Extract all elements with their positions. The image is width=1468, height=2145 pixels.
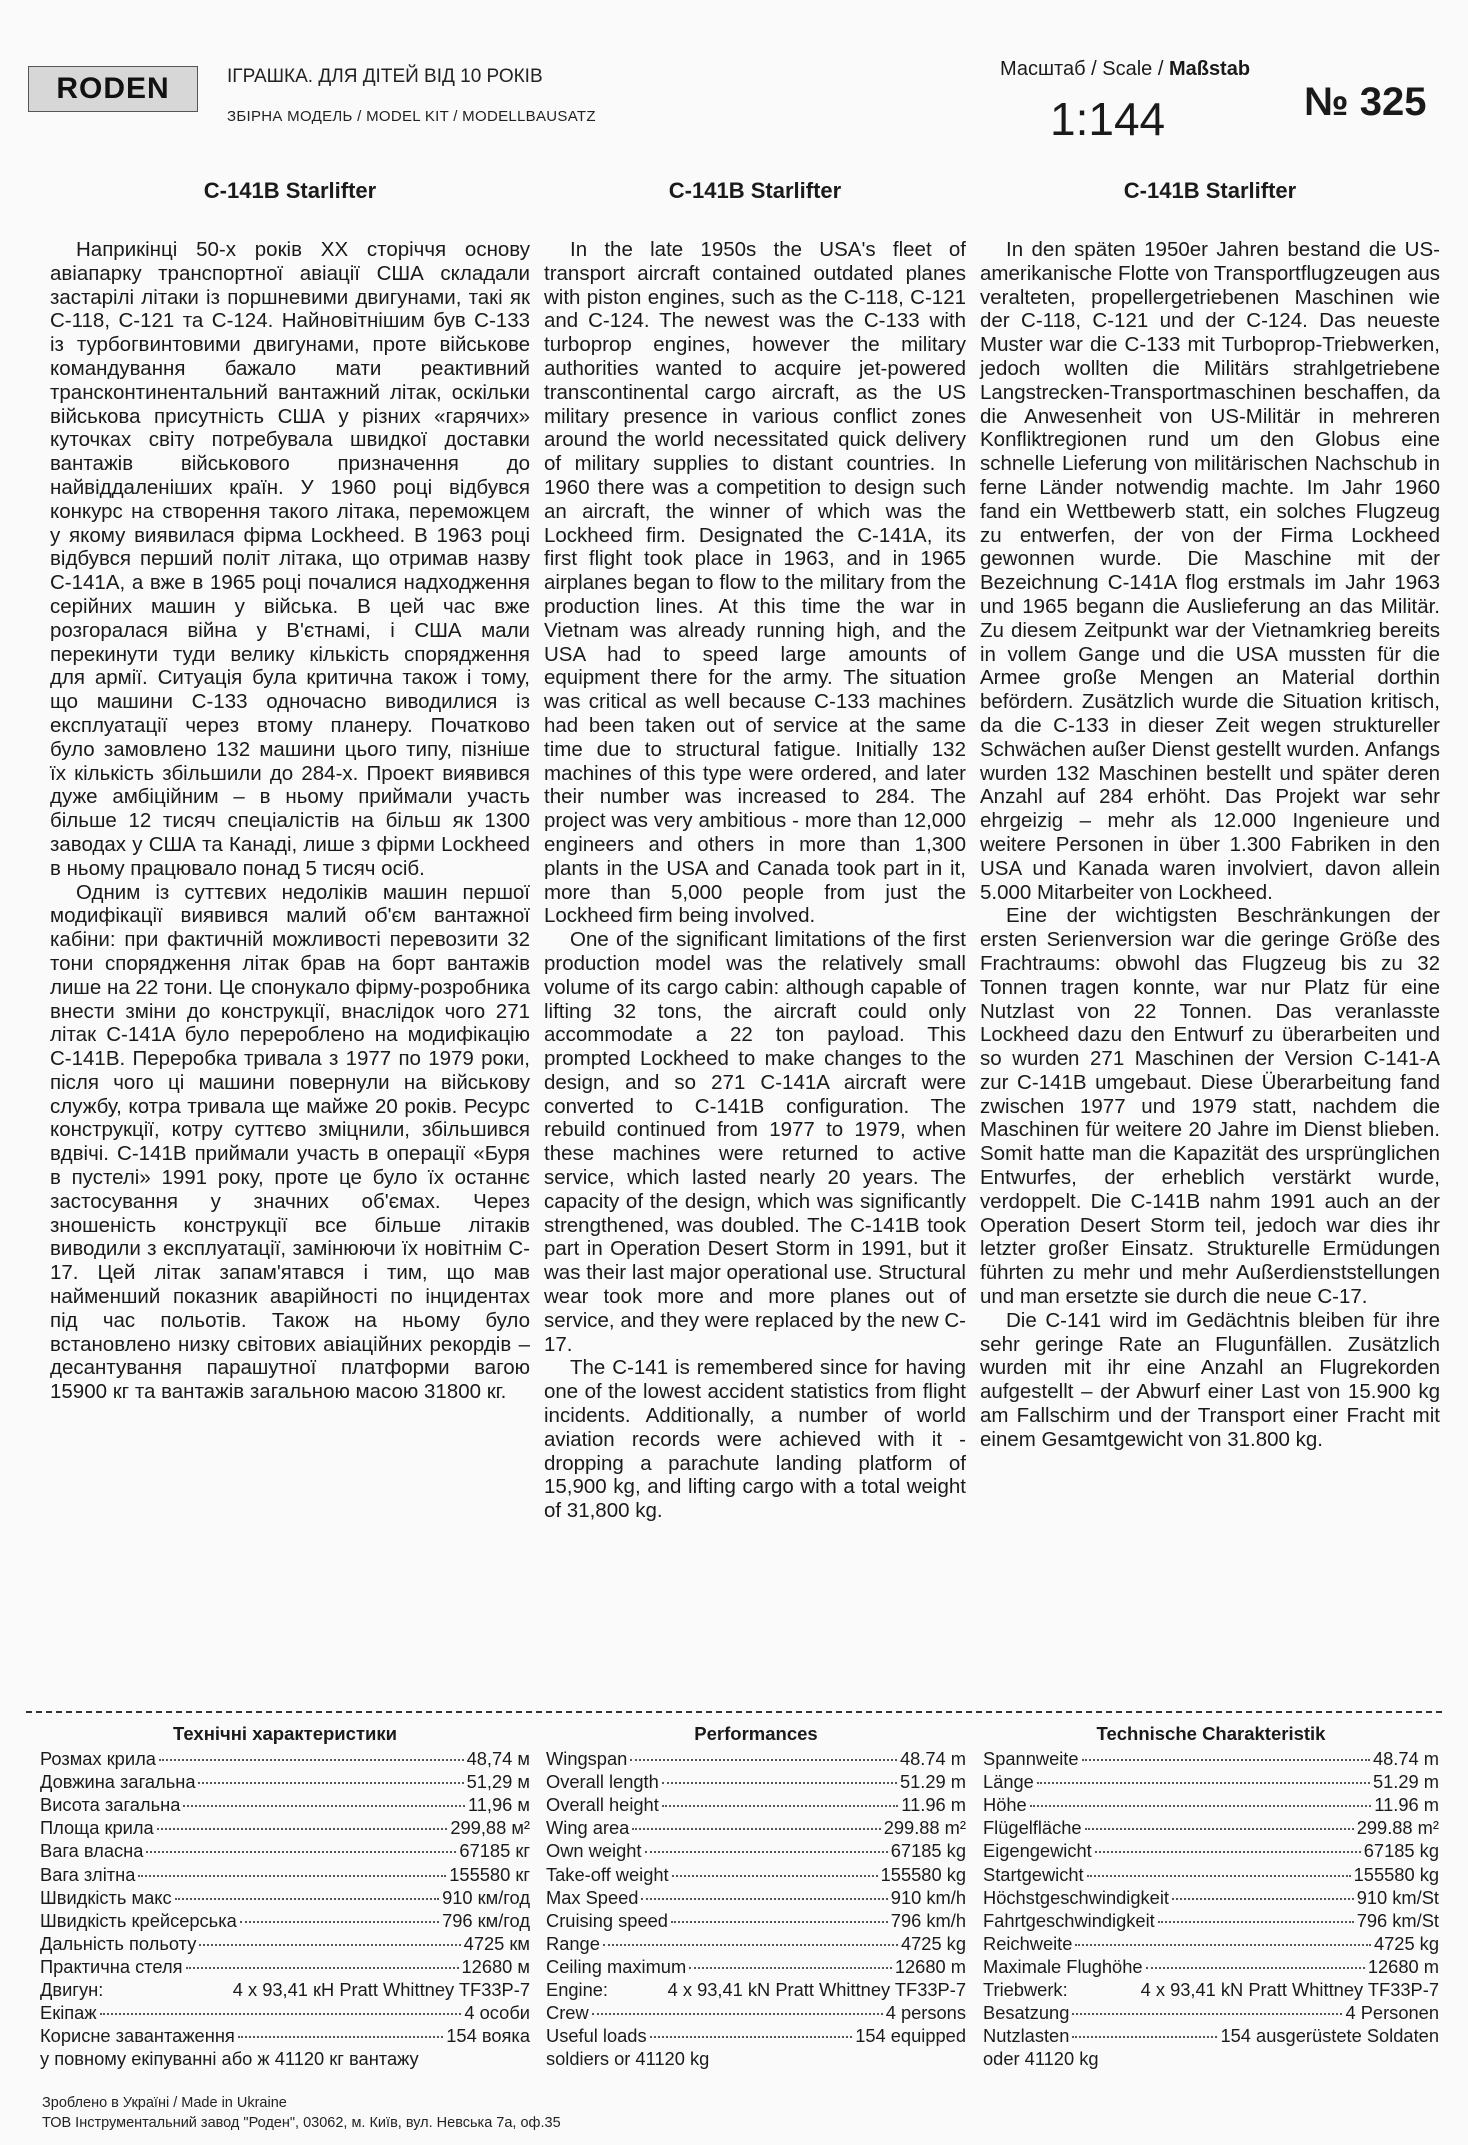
spec-label: Довжина загальна	[40, 1771, 196, 1793]
leader-dots	[1075, 1944, 1371, 1946]
spec-row	[40, 1839, 530, 1862]
spec-value: 12680 m	[894, 1955, 966, 1977]
leader-dots	[183, 1805, 465, 1807]
spec-value: 4 x 93,41 kN Pratt Whittney TF33P-7	[667, 1979, 966, 2001]
spec-value: 4 особи	[464, 2002, 530, 2024]
history-paragraph: In den späten 1950er Jahren bestand die US-amerikanische Flotte von Transportflugzeugen aus veralteten, propellergetriebenen Maschinen wie der C-118, C-121 und der C-124. Das neueste Muster war die C-133 mit Turboprop-Triebwerken, jedoch wollten die Militärs strahlgetriebene Langstrecken-Transportmaschinen beschaffen, da die Anwesenheit von US-Militär in mehreren Konfliktregionen rund um den Globus eine schnelle Lieferung von militärischen Nachschub in ferne Länder notwendig machte. Im Jahr 1960 fand ein Wettbewerb statt, ein solches Flugzeug zu entwerfen, der von der Firma Lockheed gewonnen wurde. Die Maschine mit der Bezeichnung C-141A flog erstmals im Jahr 1963 und 1965 begann die Auslieferung an das Militär. Zu diesem Zeitpunkt war der Vietnamkrieg bereits in vollem Gange und die USA mussten für die Armee große Mengen an Material dorthin befördern. Zusätzlich wurde die Situation kritisch, da die C-133 in dieser Zeit wegen struktureller Schwächen außer Dienst gestellt wurden. Anfangs wurden 132 Maschinen bestellt und später deren Anzahl auf 284 erhöht. Das Projekt war sehr ehrgeizig – mehr als 12.000 Ingenieure und weitere Personen in über 1.300 Fabriken in den USA und Kanada waren involviert, davon allein 5.000 Mitarbeiter von Lockheed.	[980, 238, 1440, 904]
spec-table-ua	[40, 1722, 530, 2070]
brand-logo: RODEN	[28, 66, 198, 112]
spec-title: Performances	[694, 1723, 818, 1744]
leader-dots	[662, 1805, 899, 1807]
leader-dots	[1072, 2013, 1342, 2015]
history-paragraph: Eine der wichtigsten Beschränkungen der ersten Serienversion war die geringe Größe des Frachtraums: obwohl das Flugzeug bis zu 32 Tonnen tragen konnte, war nur Platz für eine Nutzlast von 22 Tonnen. Das veranlasste Lockheed dazu den Entwurf zu überarbeiten und so wurden 271 Maschinen der Version C-141-A zur C-141B umgebaut. Diese Überarbeitung fand zwischen 1977 und 1979 statt, nachdem die Maschinen für weitere 20 Jahre im Dienst blieben. Somit hatte man die Kapazität des ursprünglichen Entwurfes, der erheblich verstärkt wurde, verdoppelt. Die C-141B nahm 1991 auch an der Operation Desert Storm teil, jedoch war dies ihr letzter großer Einsatz. Strukturelle Ermüdungen führten zu mehr und mehr Außerdienststellungen und man ersetzte sie durch die neue C-17.	[980, 904, 1440, 1309]
leader-dots	[1146, 1967, 1365, 1969]
history-paragraph: Одним із суттєвих недоліків машин першої модифікації виявився малий об'єм вантажної кабіни: при фактичній можливості перевозити 32 тони спорядження літак брав на борт вантажів лише на 22 тони. Це спонукало фірму-розробника внести зміни до конструкції, внаслідок чого 271 літак C-141A було перероблено на модифікацію C-141B. Переробка тривала з 1977 по 1979 роки, після чого ці машини повернули на військову службу, котра тривала ще майже 20 років. Ресурс конструкції, котру суттєво зміцнили, збільшився вдвічі. C-141B приймали участь в операції «Буря в пустелі» 1991 року, проте це було їх останнє застосування у значних об'ємах. Через зношеність конструкції все більше літаків виводили з експлуатації, замінюючи їх новітнім C-17. Цей літак запам'ятався і тим, що мав найменший показник аварійності по інцидентах під час польотів. Також на ньому було встановлено низку світових авіаційних рекордів – десантування парашутної платформи вагою 15900 кг та вантажів загальною масою 31800 кг.	[50, 880, 530, 1404]
spec-row	[983, 2024, 1439, 2047]
spec-value: 910 km/St	[1356, 1886, 1439, 1908]
spec-value: 11.96 m	[901, 1794, 966, 1816]
spec-row	[40, 1793, 530, 1816]
spec-value: 4 x 93,41 kN Pratt Whittney TF33P-7	[1140, 1979, 1439, 2001]
spec-label: Triebwerk:	[983, 1979, 1068, 2001]
spec-row	[546, 1863, 966, 1886]
spec-row	[40, 1932, 530, 1955]
spec-label: Reichweite	[983, 1932, 1073, 1954]
spec-value: 4 Personen	[1345, 2002, 1439, 2024]
column-title: C-141B Starlifter	[203, 178, 377, 203]
spec-row	[546, 1909, 966, 1932]
spec-label: Engine:	[546, 1979, 609, 2001]
column-title: C-141B Starlifter	[1123, 178, 1297, 203]
spec-value: 12680 м	[461, 1955, 530, 1977]
kit-type: ЗБІРНА МОДЕЛЬ / MODEL KIT / MODELLBAUSATZ	[227, 108, 596, 125]
spec-label: Висота загальна	[40, 1794, 181, 1816]
leader-dots	[100, 2013, 462, 2015]
spec-label: Розмах крила	[40, 1748, 156, 1770]
leader-dots	[672, 1875, 878, 1877]
spec-label: Wingspan	[546, 1748, 628, 1770]
leader-dots	[1158, 1921, 1354, 1923]
spec-label: Overall length	[546, 1771, 659, 1793]
spec-label: Own weight	[546, 1840, 642, 1862]
spec-row	[983, 1932, 1439, 1955]
spec-label: Eigengewicht	[983, 1840, 1092, 1862]
spec-row	[983, 2001, 1439, 2024]
spec-row	[546, 1747, 966, 1770]
spec-row	[983, 1770, 1439, 1793]
spec-title: Технічні характеристики	[172, 1723, 398, 1744]
spec-value: 910 km/h	[890, 1886, 966, 1908]
spec-value: 51,29 м	[466, 1771, 530, 1793]
spec-value: 154 ausgerüstete Soldaten	[1220, 2025, 1439, 2047]
spec-label: Höhe	[983, 1794, 1027, 1816]
spec-row	[983, 1747, 1439, 1770]
spec-label: Startgewicht	[983, 1863, 1084, 1885]
spec-value: 51.29 m	[1372, 1771, 1439, 1793]
leader-dots	[641, 1898, 887, 1900]
spec-row	[546, 1886, 966, 1909]
spec-label: Flügelfläche	[983, 1817, 1082, 1839]
scale-label: Масштаб / Scale / Maßstab	[1000, 58, 1251, 80]
leader-dots	[1082, 1759, 1370, 1761]
spec-label: Cruising speed	[546, 1909, 668, 1931]
leader-dots	[662, 1782, 897, 1784]
spec-label: Länge	[983, 1771, 1034, 1793]
leader-dots	[689, 1967, 892, 1969]
kit-number: № 325	[1304, 80, 1427, 124]
spec-label: Вага злітна	[40, 1863, 136, 1885]
spec-label: Дальність польоту	[40, 1932, 197, 1954]
spec-value: 48,74 м	[466, 1748, 530, 1770]
spec-row	[546, 1770, 966, 1793]
spec-row	[983, 1793, 1439, 1816]
leader-dots	[175, 1898, 439, 1900]
spec-row	[983, 1816, 1439, 1839]
spec-row	[546, 2001, 966, 2024]
spec-value: 11,96 м	[467, 1794, 530, 1816]
spec-label: Nutzlasten	[983, 2025, 1070, 2047]
leader-dots	[1085, 1828, 1354, 1830]
spec-value: 4 persons	[885, 2002, 966, 2024]
spec-title: Technische Charakteristik	[1096, 1723, 1326, 1744]
history-column-ua	[50, 178, 530, 1404]
spec-value: 11.96 m	[1374, 1794, 1439, 1816]
spec-label: Overall height	[546, 1794, 659, 1816]
spec-row	[546, 1839, 966, 1862]
leader-dots	[630, 1759, 897, 1761]
spec-row	[983, 1909, 1439, 1932]
spec-label: Практична стеля	[40, 1955, 183, 1977]
leader-dots	[645, 1851, 888, 1853]
spec-row	[40, 1886, 530, 1909]
spec-row	[40, 2024, 530, 2047]
spec-row	[546, 1978, 966, 2001]
spec-extra-line: у повному екіпуванні або ж 41120 кг вантажу	[40, 2048, 419, 2070]
spec-value: 48.74 m	[1372, 1748, 1439, 1770]
leader-dots	[1087, 1875, 1351, 1877]
spec-row	[40, 1816, 530, 1839]
spec-row	[40, 1978, 530, 2001]
leader-dots	[1172, 1898, 1354, 1900]
spec-row	[983, 1886, 1439, 1909]
spec-value: 67185 кг	[459, 1840, 530, 1862]
spec-row	[40, 1909, 530, 1932]
leader-dots	[198, 1782, 463, 1784]
history-paragraph: In the late 1950s the USA's fleet of transport aircraft contained outdated planes with piston engines, such as the C-118, C-121 and C-124. The newest was the C-133 with turboprop engines, however the military authorities wanted to acquire jet-powered transcontinental cargo aircraft, as the US military presence in various conflict zones around the world necessitated quick delivery of military supplies to distant countries. In 1960 there was a competition to design such an aircraft, the winner of which was the Lockheed firm. Designated the C-141A, its first flight took place in 1963, and in 1965 airplanes began to flow to the military from the production lines. At this time the war in Vietnam was already running high, and the USA had to speed large amounts of equipment there for the army. The situation was critical as well because C-133 machines had been taken out of service at the same time due to structural fatigue. Initially 132 machines of this type were ordered, and later their number was increased to 284. The project was very ambitious - more than 12,000 engineers and others in more than 1,300 plants in the USA and Canada took part in it, more than 5,000 people from just the Lockheed firm being involved.	[544, 238, 966, 928]
spec-label: Besatzung	[983, 2002, 1070, 2024]
leader-dots	[650, 2036, 853, 2038]
leader-dots	[238, 2036, 443, 2038]
spec-value: 154 вояка	[446, 2025, 530, 2047]
leader-dots	[159, 1759, 464, 1761]
spec-label: Maximale Flughöhe	[983, 1955, 1143, 1977]
spec-value: 299.88 m²	[883, 1817, 966, 1839]
spec-value: 4725 kg	[900, 1932, 966, 1954]
age-warning: ІГРАШКА. ДЛЯ ДІТЕЙ ВІД 10 РОКІВ	[227, 66, 543, 87]
spec-label: Ceiling maximum	[546, 1955, 687, 1977]
spec-value: 796 km/St	[1356, 1909, 1439, 1931]
spec-row	[546, 1932, 966, 1955]
spec-table-de	[983, 1722, 1439, 2070]
spec-value: 51.29 m	[899, 1771, 966, 1793]
spec-table-en	[546, 1722, 966, 2070]
leader-dots	[1030, 1805, 1372, 1807]
spec-row	[40, 1863, 530, 1886]
spec-extra-line: oder 41120 kg	[983, 2048, 1099, 2070]
spec-label: Екіпаж	[40, 2002, 97, 2024]
spec-row	[983, 1863, 1439, 1886]
spec-extra-line: soldiers or 41120 kg	[546, 2048, 710, 2070]
spec-row	[983, 1978, 1439, 2001]
spec-row	[40, 2001, 530, 2024]
spec-label: Useful loads	[546, 2025, 647, 2047]
leader-dots	[592, 2013, 883, 2015]
spec-value: 48.74 m	[899, 1748, 966, 1770]
spec-row	[546, 1793, 966, 1816]
spec-value: 12680 m	[1367, 1955, 1439, 1977]
spec-value: 67185 kg	[1363, 1840, 1439, 1862]
header	[28, 58, 1440, 148]
spec-label: Crew	[546, 2002, 589, 2024]
spec-label: Höchstgeschwindigkeit	[983, 1886, 1169, 1908]
spec-value: 155580 кг	[449, 1863, 530, 1885]
spec-label: Spannweite	[983, 1748, 1079, 1770]
spec-value: 796 km/h	[890, 1909, 966, 1931]
spec-value: 4 х 93,41 кН Pratt Whittney TF33P-7	[232, 1979, 530, 2001]
spec-label: Швидкість макс	[40, 1886, 172, 1908]
leader-dots	[157, 1828, 448, 1830]
spec-row	[546, 1955, 966, 1978]
leader-dots	[146, 1851, 456, 1853]
spec-value: 154 equipped	[855, 2025, 966, 2047]
spec-label: Площа крила	[40, 1817, 154, 1839]
history-column-en	[544, 178, 966, 1523]
column-title: C-141B Starlifter	[668, 178, 842, 203]
spec-label: Вага власна	[40, 1840, 144, 1862]
leader-dots	[1095, 1851, 1361, 1853]
history-paragraph: Наприкінці 50-х років XX сторіччя основу авіапарку транспортної авіації США складали застарілі літаки із поршневими двигунами, такі як C-118, C-121 та C-124. Найновітнішим був C-133 із турбогвинтовими двигунами, проте військове командування бажало мати реактивний трансконтинентальний вантажний літак, оскільки військова присутність США у різних «гарячих» куточках світу потребувала швидкої доставки вантажів військового призначення до найвіддаленіших країн. У 1960 році відбувся конкурс на створення такого літака, переможцем у якому виявилася фірма Lockheed. В 1963 році відбувся перший політ літака, що отримав назву C-141A, а вже в 1965 році почалися надходження серійних машин у війська. В цей час вже розгоралася війна у В'єтнамі, і США мали перекинути туди велику кількість спорядження для армії. Ситуація була критична також і тому, що машини C-133 одночасно виводилися із експлуатації через втому планеру. Початково було замовлено 132 машини цього типу, пізніше їх кількість збільшили до 284-х. Проект виявився дуже амбіційним – в ньому приймали участь більше 12 тисяч спеціалістів на більш як 1300 заводах у США та Канаді, лише з фірми Lockheed в ньому працювало понад 5 тисяч осіб.	[50, 238, 530, 880]
spec-value: 4725 км	[463, 1932, 530, 1954]
spec-row	[983, 1839, 1439, 1862]
spec-label: Fahrtgeschwindigkeit	[983, 1909, 1155, 1931]
spec-label: Wing area	[546, 1817, 630, 1839]
spec-row	[983, 1955, 1439, 1978]
history-paragraph: One of the significant limitations of the first production model was the relatively small volume of its cargo cabin: although capable of lifting 32 tons, the aircraft could only accommodate a 22 ton payload. This prompted Lockheed to make changes to the design, and so 271 C-141A aircraft were converted to C-141B configuration. The rebuild continued from 1977 to 1979, when these machines were returned to active service, which lasted nearly 20 years. The capacity of the design, which was significantly strengthened, was doubled. The C-141B took part in Operation Desert Storm in 1991, but it was their last major operational use. Structural wear took more and more planes out of service, and they were replaced by the new C-17.	[544, 928, 966, 1356]
spec-value: 299,88 м²	[450, 1817, 530, 1839]
spec-value: 4725 kg	[1373, 1932, 1439, 1954]
leader-dots	[603, 1944, 898, 1946]
leader-dots	[1072, 2036, 1217, 2038]
spec-label: Швидкість крейсерська	[40, 1909, 237, 1931]
spec-value: 796 км/год	[442, 1909, 530, 1931]
history-paragraph: Die C-141 wird im Gedächtnis bleiben für ihre sehr geringe Rate an Flugunfällen. Zusätzlich wurden mit ihr eine Anzahl an Flugrekorden aufgestellt – der Abwurf einer Last von 15.900 kg am Fallschirm und der Transport einer Fracht mit einem Gesamtgewicht von 31.800 kg.	[980, 1308, 1440, 1451]
leader-dots	[1037, 1782, 1370, 1784]
spec-label: Двигун:	[40, 1979, 104, 2001]
spec-value: 910 км/год	[442, 1886, 530, 1908]
spec-value: 155580 kg	[880, 1863, 966, 1885]
leader-dots	[138, 1875, 446, 1877]
leader-dots	[199, 1944, 460, 1946]
manufacturer-address: ТОВ Інструментальний завод "Роден", 03062, м. Київ, вул. Невська 7а, оф.35	[42, 2115, 561, 2131]
leader-dots	[671, 1921, 888, 1923]
spec-row	[546, 1816, 966, 1839]
leader-dots	[632, 1828, 880, 1830]
spec-row	[40, 1747, 530, 1770]
made-in-label: Зроблено в Україні / Made in Ukraine	[42, 2095, 287, 2111]
history-column-de	[980, 178, 1440, 1452]
spec-value: 299.88 m²	[1356, 1817, 1439, 1839]
spec-row	[40, 1770, 530, 1793]
spec-label: Take-off weight	[546, 1863, 669, 1885]
footer	[42, 2093, 561, 2133]
spec-value: 67185 kg	[890, 1840, 966, 1862]
spec-row	[40, 1955, 530, 1978]
spec-row	[546, 2024, 966, 2047]
spec-value: 155580 kg	[1353, 1863, 1439, 1885]
spec-label: Корисне завантаження	[40, 2025, 235, 2047]
spec-label: Max Speed	[546, 1886, 639, 1908]
scale-value: 1:144	[1050, 93, 1166, 145]
leader-dots	[186, 1967, 459, 1969]
history-paragraph: The C-141 is remembered since for having one of the lowest accident statistics from flight incidents. Additionally, a number of world aviation records were achieved with it - dropping a parachute landing platform of 15,900 kg, and lifting cargo with a total weight of 31,800 kg.	[544, 1356, 966, 1523]
section-divider	[26, 1711, 1442, 1713]
leader-dots	[240, 1921, 439, 1923]
spec-label: Range	[546, 1932, 600, 1954]
